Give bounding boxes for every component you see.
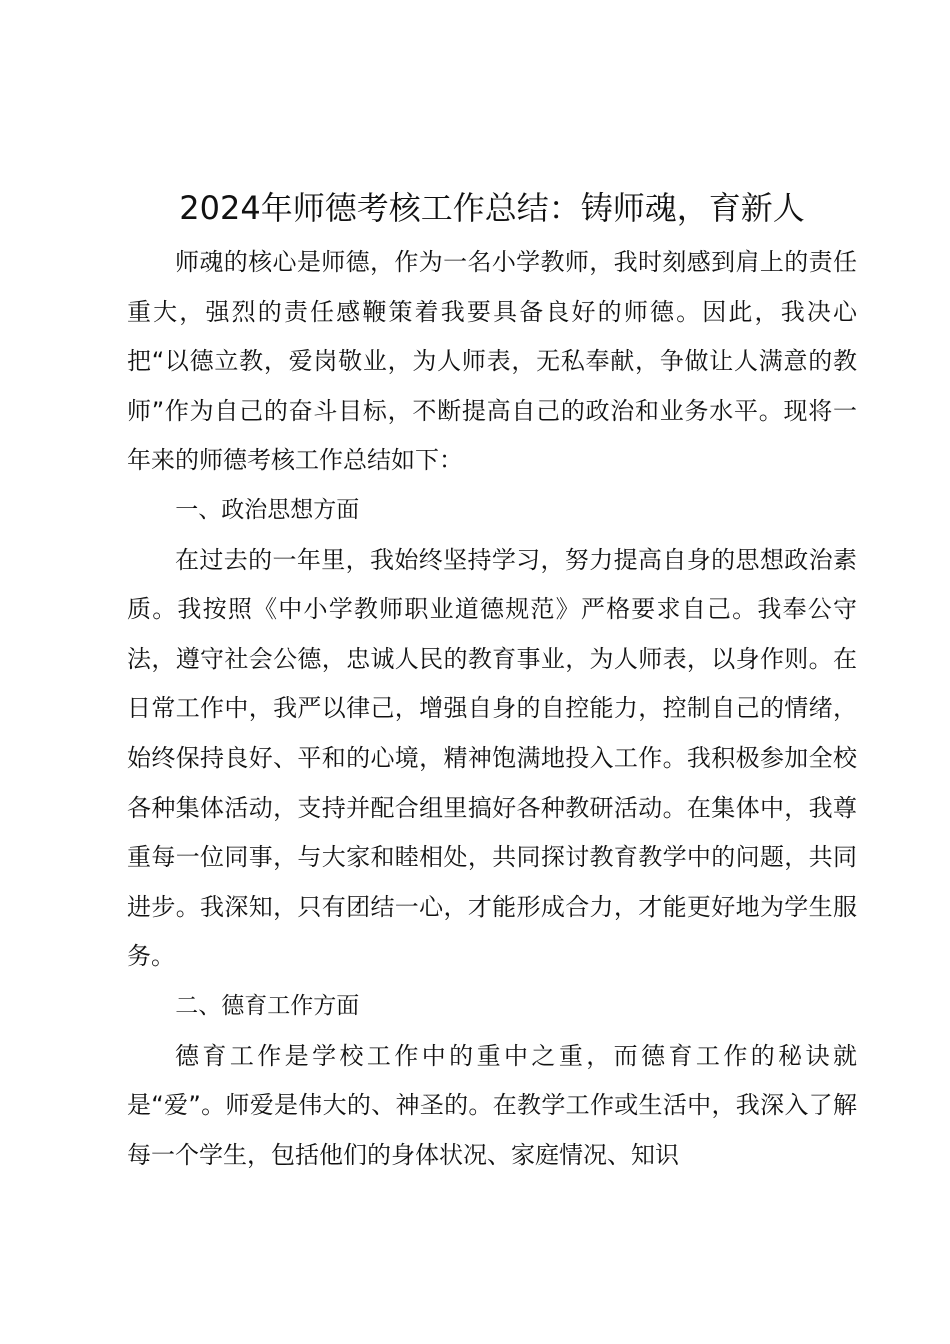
document-title: 2024年师德考核工作总结：铸师魂，育新人 — [179, 189, 805, 227]
section-body-moral-education: 德育工作是学校工作中的重中之重，而德育工作的秘诀就是“爱”。师爱是伟大的、神圣的。在教学工作或生活中，我深入了解每一个学生，包括他们的身体状况、家庭情况、知识 — [127, 1041, 857, 1169]
section-heading-moral-education: 二、德育工作方面 — [175, 992, 360, 1019]
document-body — [127, 178, 857, 1180]
section-body-politics: 在过去的一年里，我始终坚持学习，努力提高自身的思想政治素质。我按照《中小学教师职业道德规范》严格要求自己。我奉公守法，遵守社会公德，忠诚人民的教育事业，为人师表，以身作则。在日常工作中，我严以律己，增强自身的自控能力，控制自己的情绪，始终保持良好、平和的心境，精神饱满地投入工作。我积极参加全校各种集体活动，支持并配合组里搞好各种教研活动。在集体中，我尊重每一位同事，与大家和睦相处，共同探讨教育教学中的问题，共同进步。我深知，只有团结一心，才能形成合力，才能更好地为学生服务。 — [127, 545, 857, 971]
intro-paragraph: 师魂的核心是师德，作为一名小学教师，我时刻感到肩上的责任重大，强烈的责任感鞭策着我要具备良好的师德。因此，我决心把“以德立教，爱岗敬业，为人师表，无私奉献，争做让人满意的教师”作为自己的奋斗目标，不断提高自己的政治和业务水平。现将一年来的师德考核工作总结如下： — [127, 248, 857, 475]
section-heading-politics: 一、政治思想方面 — [175, 496, 360, 523]
